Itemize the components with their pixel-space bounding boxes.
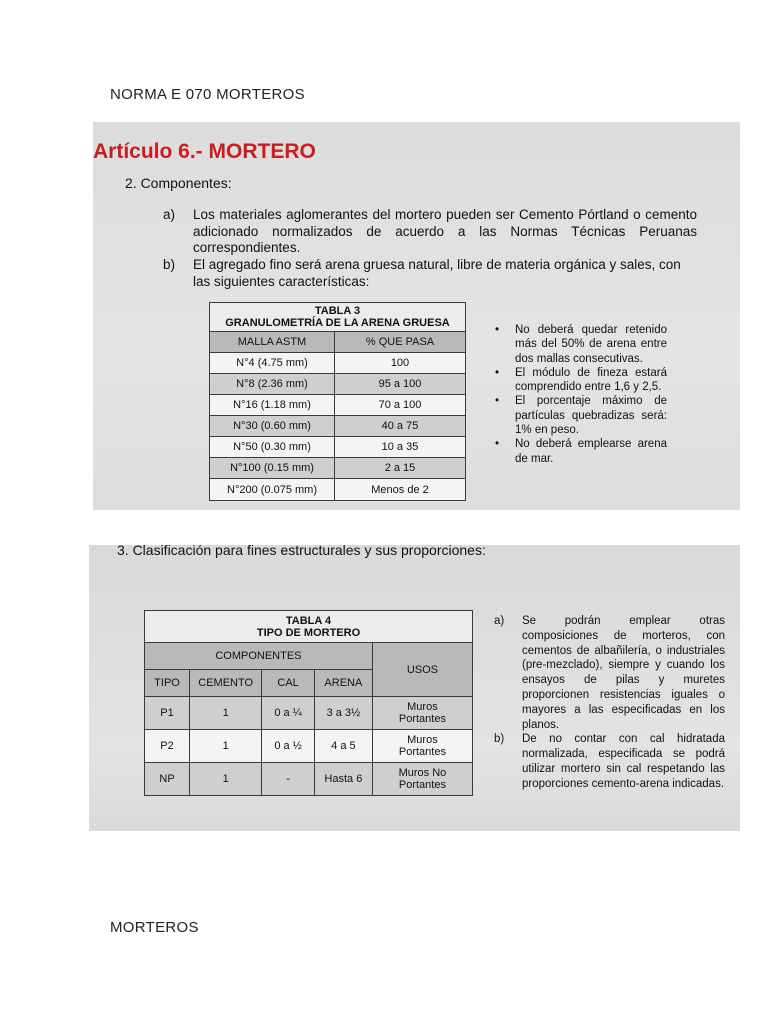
table-row bbox=[210, 353, 466, 374]
table-row bbox=[145, 730, 473, 763]
table-cell: 1 bbox=[190, 763, 262, 796]
table-3-caption-line1: TABLA 3 bbox=[314, 305, 361, 317]
list-item: • No deberá quedar retenido más del 50% de arena entre dos mallas consecutivas. bbox=[493, 323, 667, 366]
article-6-image-panel bbox=[93, 122, 740, 510]
table-4-col-tipo: TIPO bbox=[145, 670, 190, 697]
sand-requirements-list bbox=[493, 323, 667, 466]
table-4-col-arena: ARENA bbox=[314, 670, 372, 697]
table-cell: P2 bbox=[145, 730, 190, 763]
table-cell: N°50 (0.30 mm) bbox=[210, 437, 335, 458]
table-cell: - bbox=[262, 763, 315, 796]
table-row bbox=[145, 697, 473, 730]
table-cell: Muros Portantes bbox=[372, 730, 472, 763]
list-item: • El módulo de fineza estará comprendido entre 1,6 y 2,5. bbox=[493, 366, 667, 395]
list-item bbox=[494, 732, 725, 791]
table-3-caption bbox=[210, 303, 466, 332]
table-row bbox=[210, 416, 466, 437]
table-cell: 1 bbox=[190, 730, 262, 763]
table-4-notes bbox=[494, 614, 725, 792]
component-item-b bbox=[163, 257, 697, 290]
document-title: NORMA E 070 MORTEROS bbox=[110, 86, 305, 103]
table-cell: P1 bbox=[145, 697, 190, 730]
table-4-tipo-mortero bbox=[144, 610, 473, 796]
item-a-label: a) bbox=[163, 207, 176, 222]
list-item: • El porcentaje máximo de partículas quebradizas será: 1% en peso. bbox=[493, 394, 667, 437]
table-cell: N°30 (0.60 mm) bbox=[210, 416, 335, 437]
section-components-heading: 2. Componentes: bbox=[125, 175, 232, 191]
note-b-label: b) bbox=[494, 733, 505, 746]
table-row bbox=[210, 437, 466, 458]
article-title: Artículo 6.- MORTERO bbox=[93, 140, 316, 163]
table-cell: Menos de 2 bbox=[335, 479, 466, 501]
classification-image-panel bbox=[89, 542, 740, 831]
table-row bbox=[210, 479, 466, 501]
table-cell: 95 a 100 bbox=[335, 374, 466, 395]
item-b-label: b) bbox=[163, 257, 176, 272]
table-cell: 100 bbox=[335, 353, 466, 374]
table-3-col-malla: MALLA ASTM bbox=[210, 332, 335, 353]
table-cell: Muros Portantes bbox=[372, 697, 472, 730]
table-3-caption-line2: GRANULOMETRÍA DE LA ARENA GRUESA bbox=[225, 317, 450, 329]
table-4-caption bbox=[145, 611, 473, 643]
item-a-text: Los materiales aglomerantes del mortero pueden ser Cemento Pórtland o cemento adicionado normalizados de acuerdo a las Normas Técnicas Peruanas correspondientes. bbox=[193, 207, 697, 255]
item-b-text: El agregado fino será arena gruesa natural, libre de materia orgánica y sales, con las siguientes características: bbox=[193, 257, 681, 289]
table-cell: 3 a 3½ bbox=[314, 697, 372, 730]
table-row bbox=[210, 374, 466, 395]
table-cell: N°200 (0.075 mm) bbox=[210, 479, 335, 501]
table-4-usos-header: USOS bbox=[372, 643, 472, 697]
table-cell: 40 a 75 bbox=[335, 416, 466, 437]
table-cell: 10 a 35 bbox=[335, 437, 466, 458]
table-4-caption-line1: TABLA 4 bbox=[285, 614, 332, 627]
component-item-a bbox=[163, 207, 697, 257]
table-row bbox=[210, 458, 466, 479]
table-cell: N°16 (1.18 mm) bbox=[210, 395, 335, 416]
table-cell: 2 a 15 bbox=[335, 458, 466, 479]
table-4-componentes-header: COMPONENTES bbox=[145, 643, 373, 670]
table-4-caption-line2: TIPO DE MORTERO bbox=[256, 626, 361, 639]
table-cell: 70 a 100 bbox=[335, 395, 466, 416]
list-item bbox=[494, 614, 725, 732]
table-cell: 0 a ½ bbox=[262, 730, 315, 763]
note-a-label: a) bbox=[494, 615, 505, 627]
document-footer-text: MORTEROS bbox=[110, 919, 199, 936]
table-3-granulometria bbox=[209, 302, 466, 501]
table-4-col-cal: CAL bbox=[262, 670, 315, 697]
note-a-text: Se podrán emplear otras composiciones de morteros, con cementos de albañilería, o industriales (pre-mezclado), siempre y cuando los ensayos de pilas y muretes proporcionen resistencias iguales o mayores a las especificadas en los planos. bbox=[522, 615, 725, 731]
table-cell: Hasta 6 bbox=[314, 763, 372, 796]
note-b-text: De no contar con cal hidratada normalizada, especificada se podrá utilizar mortero sin cal respetando las proporciones cemento-arena indicadas. bbox=[522, 733, 725, 790]
table-4-col-cemento: CEMENTO bbox=[190, 670, 262, 697]
table-cell: N°8 (2.36 mm) bbox=[210, 374, 335, 395]
list-item: • No deberá emplearse arena de mar. bbox=[493, 437, 667, 466]
table-cell: N°4 (4.75 mm) bbox=[210, 353, 335, 374]
table-row bbox=[210, 395, 466, 416]
table-row bbox=[145, 763, 473, 796]
table-cell: NP bbox=[145, 763, 190, 796]
table-cell: Muros No Portantes bbox=[372, 763, 472, 796]
table-cell: 1 bbox=[190, 697, 262, 730]
table-cell: 4 a 5 bbox=[314, 730, 372, 763]
section-classification-heading: 3. Clasificación para fines estructurales y sus proporciones: bbox=[117, 542, 486, 558]
table-3-col-pasa: % QUE PASA bbox=[335, 332, 466, 353]
table-cell: N°100 (0.15 mm) bbox=[210, 458, 335, 479]
table-cell: 0 a ¼ bbox=[262, 697, 315, 730]
